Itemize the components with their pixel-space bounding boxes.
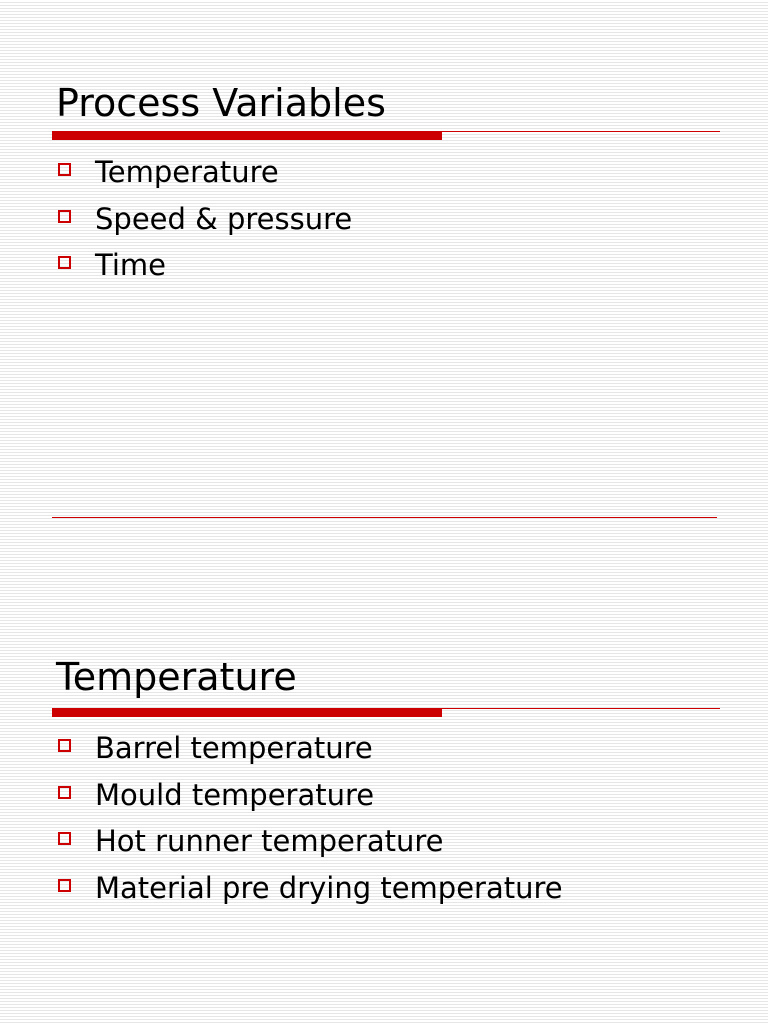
bullet-item [56,199,352,246]
square-bullet-icon [58,739,71,752]
bullet-item [56,245,352,292]
slide-title: Process Variables [56,81,386,125]
title-underline [442,131,720,132]
bullet-list [56,152,352,292]
square-bullet-icon [58,210,71,223]
title-accent-bar [52,131,442,140]
title-accent-bar [52,708,442,717]
bullet-text: Material pre drying temperature [95,870,563,905]
square-bullet-icon [58,163,71,176]
bullet-text: Temperature [95,155,279,189]
bullet-text: Time [95,248,166,282]
bullet-item [56,821,563,868]
square-bullet-icon [58,256,71,269]
square-bullet-icon [58,879,71,892]
bullet-list [56,728,563,914]
bullet-item [56,152,352,199]
bullet-item [56,775,563,822]
square-bullet-icon [58,786,71,799]
bullet-text: Hot runner temperature [95,824,444,858]
slide-divider-line [52,517,717,518]
bullet-text: Mould temperature [95,777,375,812]
square-bullet-icon [58,832,71,845]
slide-title: Temperature [56,655,297,699]
bullet-item [56,868,563,915]
bullet-text: Barrel temperature [95,731,373,765]
bullet-text: Speed & pressure [95,201,353,236]
bullet-item [56,728,563,775]
title-underline [442,708,720,709]
